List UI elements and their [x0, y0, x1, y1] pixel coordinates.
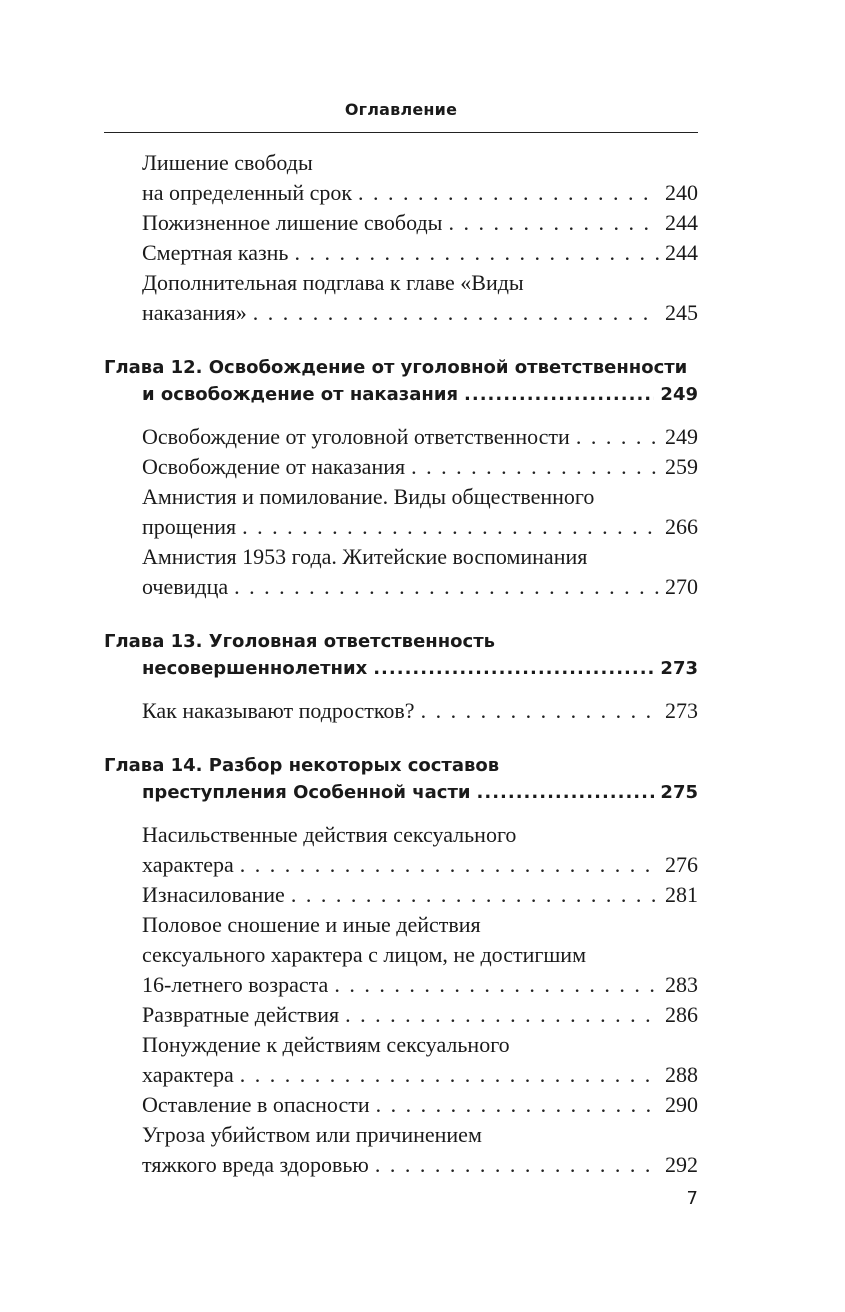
entry-title-last-line [142, 1000, 698, 1030]
chapter-title-line: Глава 13. Уголовная ответственность [104, 631, 496, 652]
toc-entry[interactable] [104, 820, 698, 880]
entry-page-number: 283 [665, 972, 698, 997]
dot-leader [464, 381, 654, 408]
entry-title-line: Угроза убийством или причинением [142, 1122, 482, 1147]
entry-title-text: Смертная казнь [142, 240, 289, 265]
entry-title-line: Дополнительная подглава к главе «Виды [142, 270, 524, 295]
entry-title-text: Как наказывают подростков? [142, 698, 415, 723]
dot-leader [294, 238, 659, 268]
entry-title-text: очевидца [142, 574, 229, 599]
entry-title-line: сексуального характера с лицом, не достигшим [142, 942, 587, 967]
toc-entry[interactable] [104, 1120, 698, 1180]
entry-title-text: Оставление в опасности [142, 1092, 370, 1117]
dot-leader [421, 696, 659, 726]
entry-title-last-line [142, 178, 698, 208]
dot-leader [240, 1060, 659, 1090]
chapter-title-text: преступления Особенной части [142, 782, 471, 803]
entry-page-number: 288 [665, 1062, 698, 1087]
toc-entry[interactable] [104, 482, 698, 542]
entry-page-number: 281 [665, 882, 698, 907]
entry-page-number: 266 [665, 514, 698, 539]
dot-leader [345, 1000, 659, 1030]
table-of-contents [104, 148, 698, 1180]
chapter-page-number: 273 [660, 658, 698, 679]
dot-leader [376, 1090, 659, 1120]
entry-page-number: 249 [665, 424, 698, 449]
entry-page-number: 244 [665, 210, 698, 235]
chapter-title-text: и освобождение от наказания [142, 384, 459, 405]
entry-page-number: 276 [665, 852, 698, 877]
entry-title-line: Понуждение к действиям сексуального [142, 1032, 510, 1057]
entry-title-line: Амнистия и помилование. Виды общественного [142, 484, 595, 509]
toc-entry[interactable] [104, 880, 698, 910]
toc-entry[interactable] [104, 696, 698, 726]
entry-title-text: наказания» [142, 300, 247, 325]
dot-leader [240, 850, 659, 880]
entry-title-last-line [142, 1150, 698, 1180]
entry-title-last-line [142, 880, 698, 910]
entry-title-last-line [142, 696, 698, 726]
toc-entry[interactable] [104, 910, 698, 1000]
entry-title-last-line [142, 238, 698, 268]
entry-title-line: Амнистия 1953 года. Житейские воспоминания [142, 544, 588, 569]
dot-leader [477, 779, 655, 806]
dot-leader [358, 178, 659, 208]
entry-title-text: Развратные действия [142, 1002, 340, 1027]
entry-title-text: характера [142, 1062, 234, 1087]
entry-title-last-line [142, 208, 698, 238]
entry-title-text: Изнасилование [142, 882, 285, 907]
dot-leader [576, 422, 659, 452]
entry-title-last-line [142, 1060, 698, 1090]
dot-leader [234, 572, 659, 602]
toc-entry[interactable] [104, 268, 698, 328]
toc-chapter[interactable] [104, 752, 698, 806]
entry-title-last-line [142, 1090, 698, 1120]
entry-title-text: Освобождение от уголовной ответственности [142, 424, 570, 449]
dot-leader [253, 298, 659, 328]
entry-title-last-line [142, 572, 698, 602]
entry-title-text: на определенный срок [142, 180, 353, 205]
entry-title-line: Лишение свободы [142, 150, 313, 175]
header-rule [104, 132, 698, 133]
entry-title-text: прощения [142, 514, 237, 539]
toc-entry[interactable] [104, 422, 698, 452]
dot-leader [375, 1150, 659, 1180]
entry-page-number: 290 [665, 1092, 698, 1117]
chapter-page-number: 275 [660, 782, 698, 803]
chapter-title-last-line [104, 655, 698, 682]
entry-title-line: Половое сношение и иные действия [142, 912, 481, 937]
chapter-title-text: несовершеннолетних [142, 658, 368, 679]
entry-page-number: 245 [665, 300, 698, 325]
entry-title-text: Освобождение от наказания [142, 454, 406, 479]
toc-entry[interactable] [104, 452, 698, 482]
dot-leader [373, 655, 654, 682]
dot-leader [334, 970, 659, 1000]
toc-chapter[interactable] [104, 354, 698, 408]
dot-leader [291, 880, 659, 910]
dot-leader [448, 208, 659, 238]
toc-entry[interactable] [104, 238, 698, 268]
entry-title-last-line [142, 850, 698, 880]
entry-title-last-line [142, 452, 698, 482]
chapter-title-last-line [104, 381, 698, 408]
toc-entry[interactable] [104, 1030, 698, 1090]
entry-page-number: 292 [665, 1152, 698, 1177]
entry-title-line: Насильственные действия сексуального [142, 822, 517, 847]
entry-title-last-line [142, 970, 698, 1000]
dot-leader [242, 512, 659, 542]
toc-entry[interactable] [104, 208, 698, 238]
entry-title-last-line [142, 422, 698, 452]
dot-leader [411, 452, 659, 482]
entry-page-number: 273 [665, 698, 698, 723]
toc-entry[interactable] [104, 542, 698, 602]
entry-title-last-line [142, 298, 698, 328]
toc-entry[interactable] [104, 1000, 698, 1030]
entry-title-last-line [142, 512, 698, 542]
toc-entry[interactable] [104, 1090, 698, 1120]
page-number: 7 [686, 1188, 698, 1209]
entry-page-number: 244 [665, 240, 698, 265]
entry-title-text: 16-летнего возраста [142, 972, 329, 997]
entry-page-number: 286 [665, 1002, 698, 1027]
entry-page-number: 259 [665, 454, 698, 479]
entry-title-text: Пожизненное лишение свободы [142, 210, 443, 235]
chapter-title-last-line [104, 779, 698, 806]
chapter-page-number: 249 [660, 384, 698, 405]
entry-page-number: 270 [665, 574, 698, 599]
chapter-title-line: Глава 12. Освобождение от уголовной ответственности [104, 357, 688, 378]
entry-title-text: характера [142, 852, 234, 877]
toc-entry[interactable] [104, 148, 698, 208]
entry-page-number: 240 [665, 180, 698, 205]
toc-chapter[interactable] [104, 628, 698, 682]
chapter-title-line: Глава 14. Разбор некоторых составов [104, 755, 500, 776]
running-header: Оглавление [344, 100, 458, 119]
entry-title-text: тяжкого вреда здоровью [142, 1152, 369, 1177]
